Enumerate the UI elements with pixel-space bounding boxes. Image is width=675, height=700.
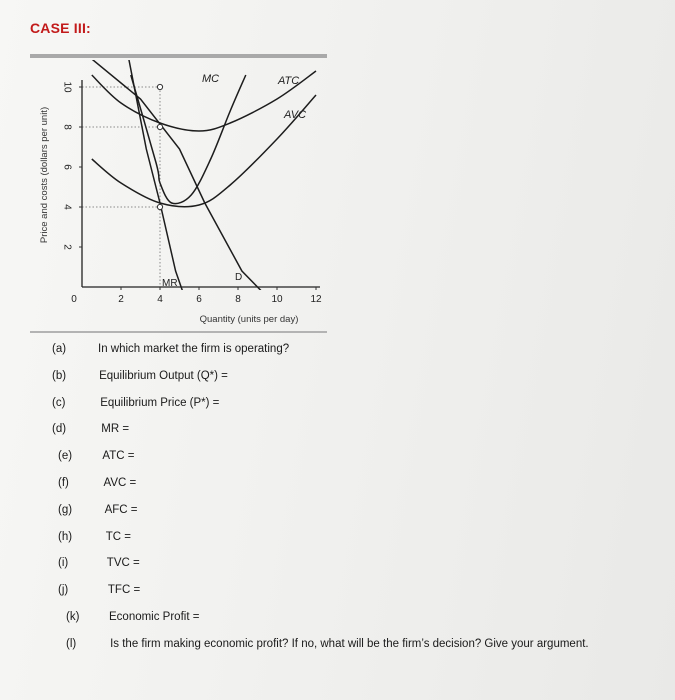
atc-label: ATC bbox=[278, 75, 300, 87]
question-letter: (d) bbox=[52, 423, 67, 436]
curves bbox=[92, 60, 316, 299]
y-tick-label: 4 bbox=[61, 204, 73, 210]
marked-point-2 bbox=[157, 124, 162, 129]
mc-label: MC bbox=[202, 73, 220, 85]
x-tick-label: 2 bbox=[118, 294, 124, 305]
dotted-guides bbox=[82, 87, 160, 287]
question-text: AFC = bbox=[104, 503, 138, 516]
mr-label: MR bbox=[162, 278, 178, 289]
d-label: D bbox=[235, 272, 243, 283]
question-text: In which market the firm is operating? bbox=[98, 343, 290, 355]
case-title: CASE III: bbox=[30, 20, 91, 36]
question-text: AVC = bbox=[103, 477, 137, 489]
y-tick-label: 6 bbox=[61, 164, 73, 170]
question-text: TVC = bbox=[106, 557, 140, 570]
question-letter: (b) bbox=[52, 369, 67, 382]
question-letter: (k) bbox=[66, 611, 80, 623]
question-letter: (g) bbox=[58, 503, 73, 516]
y-tick-label: 2 bbox=[61, 244, 73, 250]
y-axis-label: Price and costs (dollars per unit) bbox=[39, 106, 50, 244]
x-tick-label: 6 bbox=[196, 294, 202, 305]
question-text: Is the firm making economic profit? If no, what will be the firm’s decision? Give your argument. bbox=[110, 637, 589, 650]
question-text: Equilibrium Output (Q*) = bbox=[99, 369, 228, 382]
question-text: Economic Profit = bbox=[109, 611, 200, 623]
avc-label: AVC bbox=[284, 109, 307, 121]
question-text: TC = bbox=[105, 530, 131, 543]
curve-d bbox=[92, 60, 269, 299]
curve-avc bbox=[92, 95, 316, 207]
question-text: Equilibrium Price (P*) = bbox=[100, 396, 220, 409]
question-letter: (a) bbox=[52, 343, 67, 355]
question-letter: (j) bbox=[58, 584, 69, 597]
x-tick-label: 10 bbox=[271, 294, 283, 305]
question-text: MR = bbox=[101, 423, 130, 436]
top-divider bbox=[30, 54, 327, 58]
question-text: TFC = bbox=[107, 584, 141, 597]
curve-mc bbox=[131, 75, 246, 204]
question-letter: (h) bbox=[58, 530, 73, 543]
x-tick-label: 4 bbox=[157, 294, 163, 305]
y-tick-label: 8 bbox=[61, 124, 73, 130]
question-letter: (i) bbox=[58, 557, 69, 570]
question-letter: (c) bbox=[52, 396, 66, 409]
question-letter: (l) bbox=[66, 637, 77, 650]
bottom-divider bbox=[30, 331, 327, 333]
question-text: ATC = bbox=[102, 450, 135, 463]
question-letter: (f) bbox=[58, 477, 69, 489]
x-tick-label: 12 bbox=[310, 294, 322, 305]
marked-point-1 bbox=[157, 84, 162, 89]
x-tick-label: 0 bbox=[71, 294, 77, 305]
cost-curves-chart bbox=[30, 60, 330, 332]
x-axis-label: Quantity (units per day) bbox=[199, 314, 299, 325]
marked-point-3 bbox=[157, 204, 162, 209]
question-letter: (e) bbox=[58, 450, 73, 463]
x-tick-label: 8 bbox=[235, 294, 241, 305]
y-tick-label: 10 bbox=[61, 81, 73, 93]
